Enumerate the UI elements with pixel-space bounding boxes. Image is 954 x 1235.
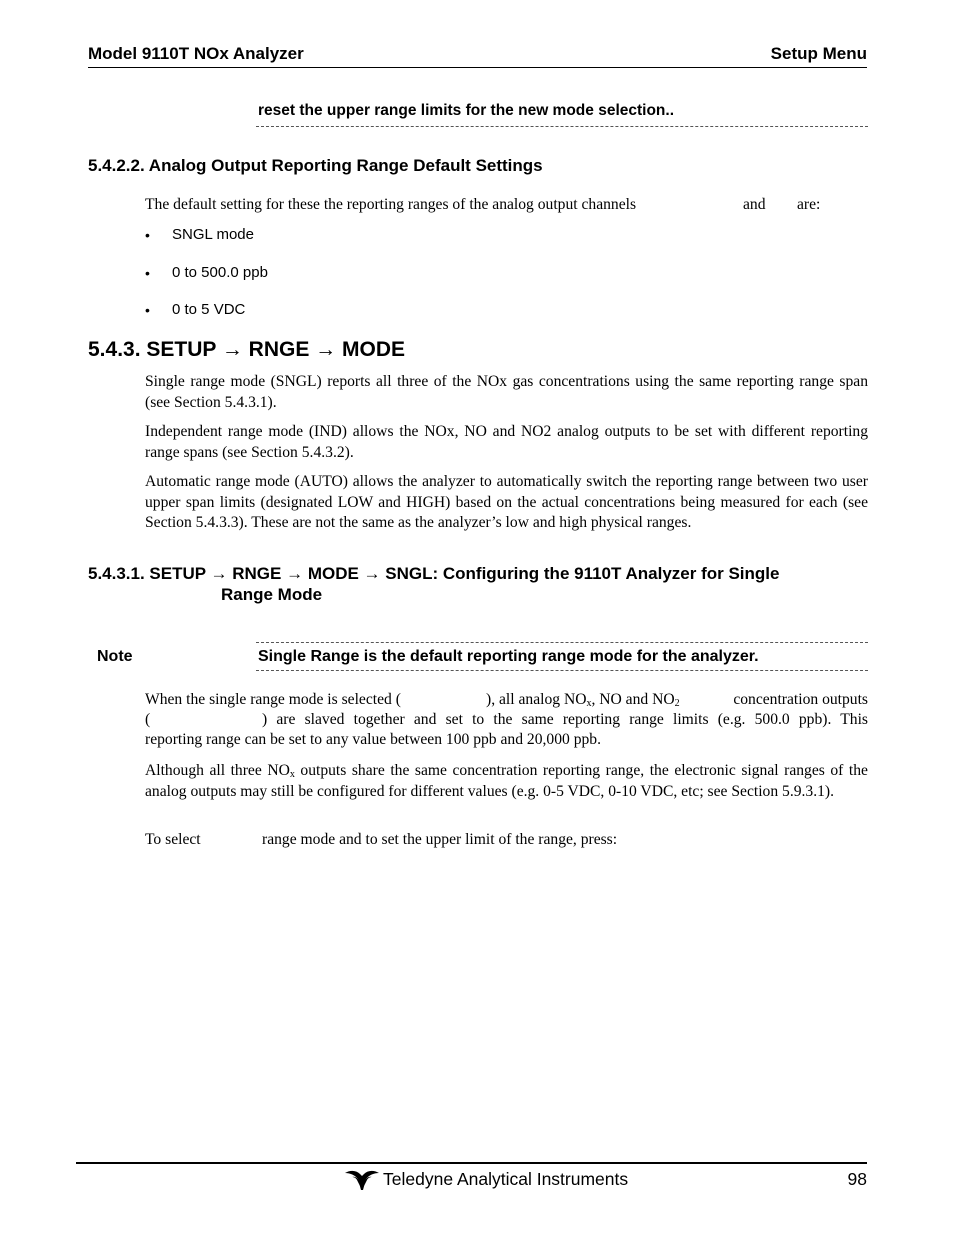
note-tail-divider [256, 126, 868, 127]
footer-company: Teledyne Analytical Instruments [383, 1169, 629, 1189]
heading-5-4-3-1-continued: Range Mode [221, 585, 323, 604]
note-bottom-divider [256, 670, 868, 671]
single-mode-line-2-end: ) are slaved together and set to the same reporting range limits (e.g. 500.0 ppb). This [262, 711, 868, 728]
note-label: Note [97, 648, 133, 665]
single-mode-text: ), all analog $NO_x$, NO and $NO_2$ [486, 691, 680, 709]
footer-rule [76, 1162, 867, 1164]
paragraph-single-range: Single range mode (SNGL) reports all three of the NOx gas concentrations using the same reporting range span (see Section 5.4.3.1). [145, 373, 868, 411]
note-text: Single Range is the default reporting range mode for the analyzer. [258, 648, 759, 665]
header-rule [88, 67, 867, 68]
default-settings-and: and [743, 196, 766, 213]
teledyne-logo-icon [344, 1169, 380, 1191]
default-settings-intro: The default setting for these the reporting ranges of the analog output channels [145, 196, 637, 213]
single-mode-line-1-start: When the single range mode is selected ( [145, 691, 401, 708]
bullet-item: 0 to 500.0 ppb [172, 264, 268, 281]
paragraph-automatic-range: Automatic range mode (AUTO) allows the analyzer to automatically switch the reporting range between two user upper span limits (designated LOW and HIGH) based on the actual concentrations being measured for each (see Section 5.4.3.3). These are not the same as the analyzer’s low and high physical ranges. [145, 473, 868, 531]
single-mode-line-1-end [486, 691, 868, 709]
bullet-dot: • [145, 265, 150, 281]
to-select-start: To select [145, 831, 201, 848]
bullet-item: SNGL mode [172, 226, 254, 243]
bullet-dot: • [145, 227, 150, 243]
default-settings-are: are: [797, 196, 821, 213]
to-select-end: range mode and to set the upper limit of the range, press: [262, 831, 618, 848]
paragraph-independent-range: Independent range mode (IND) allows the NOx, NO and NO2 analog outputs to be set with different reporting range spans (see Section 5.4.3.2). [145, 423, 868, 461]
note-top-divider [256, 642, 868, 643]
single-mode-text-end: concentration outputs [733, 691, 868, 708]
bullet-dot: • [145, 302, 150, 318]
heading-5-4-3-1: 5.4.3.1. SETUP → RNGE → MODE → SNGL: Configuring the 9110T Analyzer for Single [88, 564, 780, 583]
single-mode-line-2-start: ( [145, 711, 151, 728]
header-title: Model 9110T NOx Analyzer [88, 44, 304, 63]
paragraph-nox-outputs: Although all three $NO_x$ outputs share the same concentration reporting range, the electronic signal ranges of the analog outputs may still be configured for different values (e.g. 0-5 VDC, 0-10 VDC, etc; see Section 5.9.3.1). [145, 762, 868, 800]
heading-5-4-3: 5.4.3. SETUP → RNGE → MODE [88, 338, 406, 361]
single-mode-line-3: reporting range can be set to any value between 100 ppb and 20,000 ppb. [145, 731, 601, 748]
note-tail-text: reset the upper range limits for the new mode selection.. [258, 102, 675, 119]
heading-5-4-2-2: 5.4.2.2. Analog Output Reporting Range Default Settings [88, 156, 543, 175]
bullet-item: 0 to 5 VDC [172, 301, 246, 318]
page-number: 98 [847, 1169, 867, 1189]
header-section: Setup Menu [770, 44, 867, 63]
